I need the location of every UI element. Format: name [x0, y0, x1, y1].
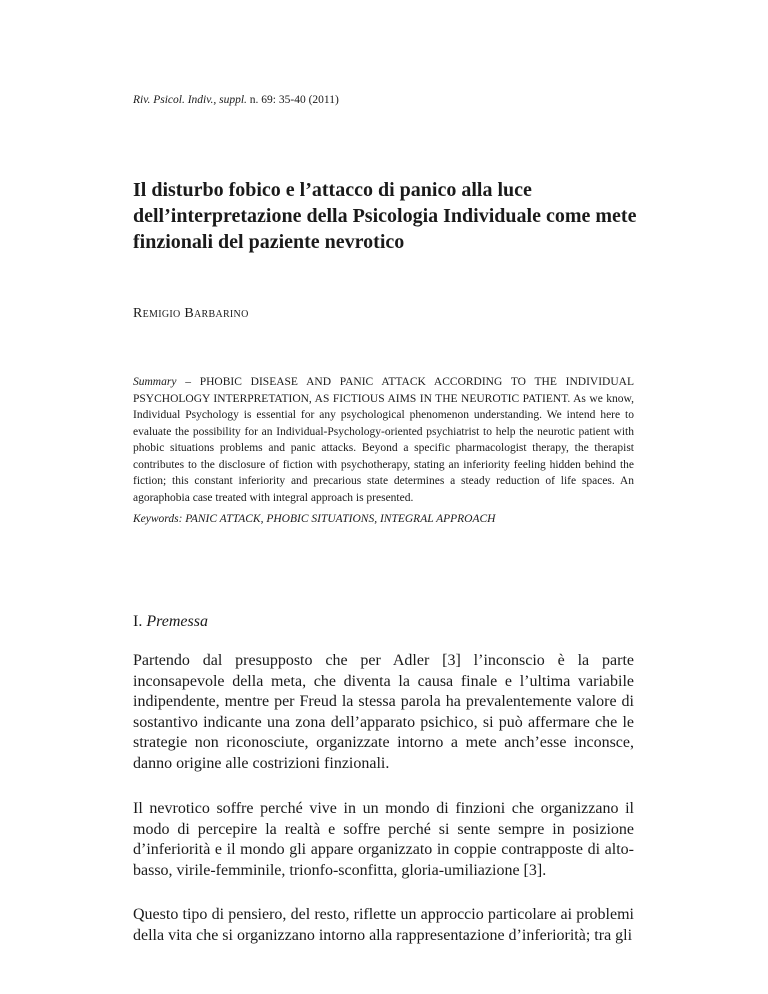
body-paragraph: Questo tipo di pensiero, del resto, riflette un approccio particolare ai problemi della vita che si organizzano intorno alla rappresentazione d’inferiorità; tra gli [133, 906, 634, 944]
abstract [133, 374, 634, 506]
section-heading [133, 613, 208, 631]
body-paragraph: Il nevrotico soffre perché vive in un mondo di finzioni che organizzano il modo di percepire la realtà e soffre perché si sente sempre in posizione d’inferiorità e il mondo gli appare organizzato in coppie contrapposte di alto-basso, virile-femminile, trionfo-sconfitta, gloria-umiliazione [3]. [133, 800, 634, 879]
keywords: Keywords: PANIC ATTACK, PHOBIC SITUATIONS, INTEGRAL APPROACH [133, 513, 496, 525]
body-paragraph: Partendo dal presupposto che per Adler [3] l’inconscio è la parte inconsapevole della meta, che diventa la causa finale e l’ultima variabile indipendente, mentre per Freud la stessa parola ha prevalentemente valore di sostantivo indicante una zona dell’apparato psichico, si può affermare che le strategie non riconosciute, organizzate intorno a mete anch’esse inconsce, danno origine alle costrizioni finzionali. [133, 652, 634, 772]
journal-citation [133, 94, 339, 106]
journal-issue: n. 69: 35-40 (2011) [249, 94, 339, 106]
author-name: Remigio Barbarino [133, 306, 249, 321]
abstract-text: – PHOBIC DISEASE AND PANIC ATTACK ACCORDING TO THE INDIVIDUAL PSYCHOLOGY INTERPRETATION, AS FICTIOUS AIMS IN THE NEUROTIC PATIENT. As we know, Individual Psychology is essential for any psychological phenomenon understanding. We intend here to evaluate the possibility for an Individual-Psychology-oriented psychiatrist to help the neurotic patient with phobic situations problems and panic attacks. Beyond a specific pharmacologist therapy, the therapist contributes to the disclosure of fiction with psychotherapy, stating an inferiority feeling hidden behind the fiction; this constant inferiority and precarious state determines a steady reduction of life spaces. An agoraphobia case treated with integral approach is presented. [133, 376, 634, 504]
article-title: Il disturbo fobico e l’attacco di panico alla luce dell’interpretazione della Psicologia Individuale come mete finzionali del paziente nevrotico [133, 179, 637, 253]
abstract-label: Summary [133, 376, 177, 388]
journal-name: Riv. Psicol. Indiv., suppl. [133, 94, 247, 106]
section-title: Premessa [146, 613, 208, 630]
section-number: I. [133, 613, 143, 630]
